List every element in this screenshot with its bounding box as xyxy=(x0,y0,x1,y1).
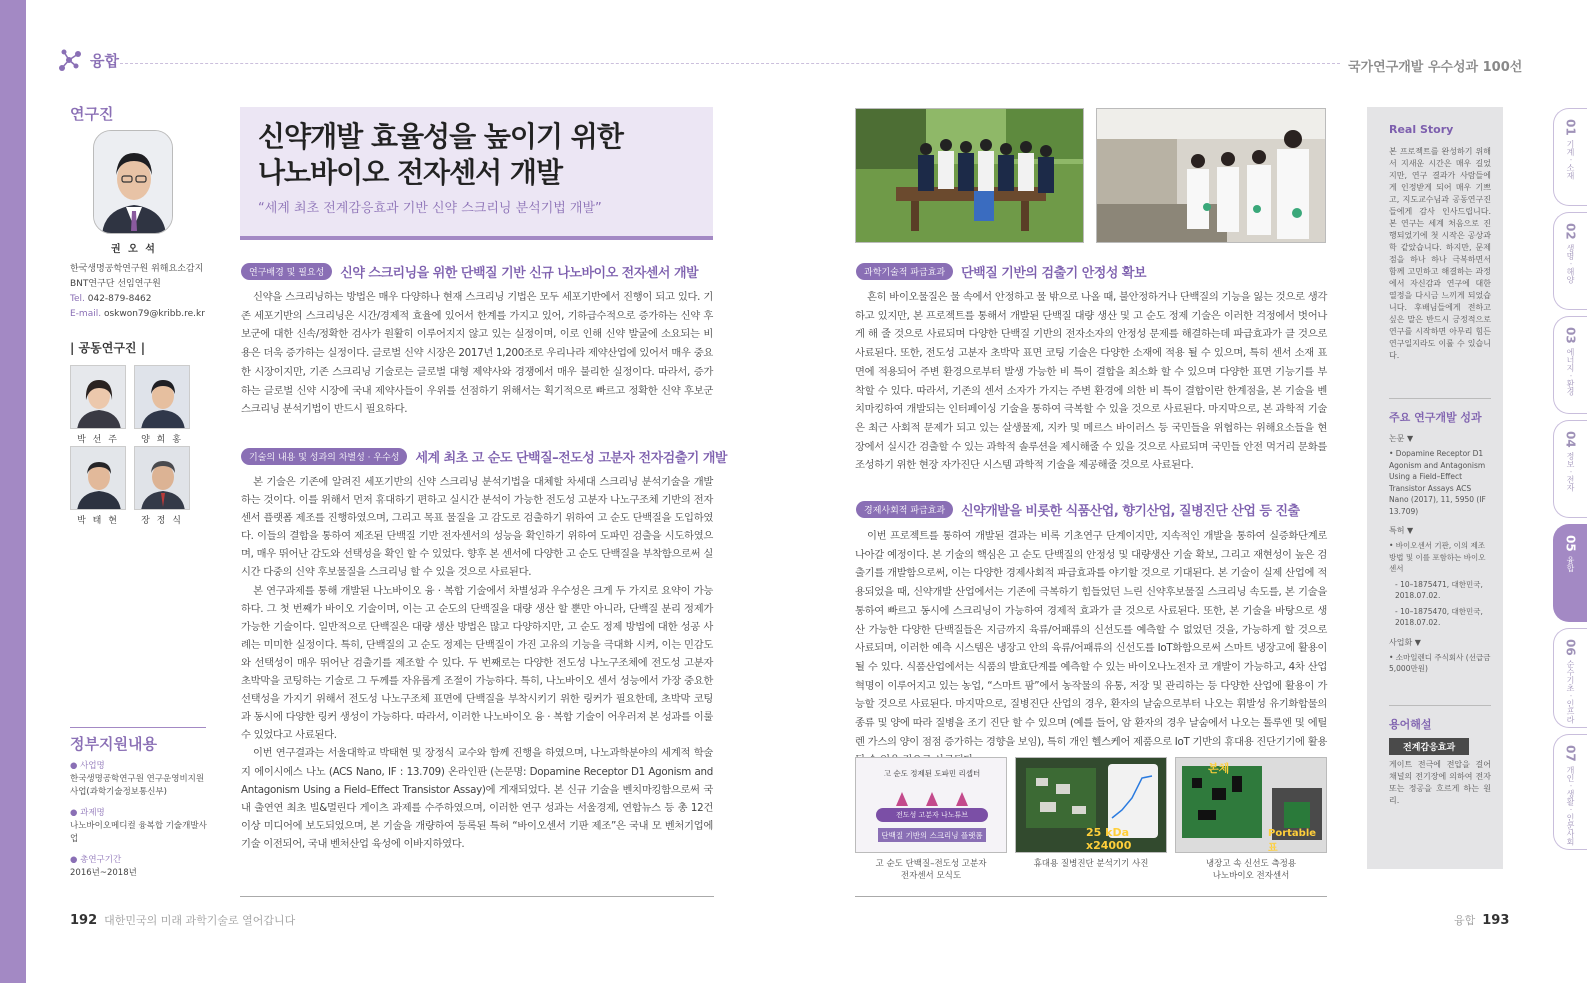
section-3-paragraph-1: 흔히 바이오물질은 물 속에서 안정하고 물 밖으로 나올 때, 불안정하거나 단백질의 기능을 잃는 것으로 생각하고 있지만, 본 프로젝트를 통해서 개발된 단백질 대량 생산 및 고 순도 정제 기술은 이러한 걱정에서 벗어나게 해 줄 것으로 사료되며 다양한 단백질 기반의 전자소자의 안정성 문제를 해결하는데 파급효과가 클 것으로 사료된다. 또한, 전도성 고분자 초박막 표면 코팅 기술은 다양한 소재에 적용 될 수 있으며, 특히 센서 소재 표면에 적용되어 주변 환경으로부터 발생 가능한 비 특이 결합을 최소화 할 수 있으며 다양한 표면 기능기를 부착할 수 있다. 따라서, 기존의 센서 소자가 가지는 주변 환경에 의한 비 특이 결합이란 한계점을, 본 기술을 벤치마킹하여 개발되는 인터페이싱 기술을 통하여 극복할 수 있을 것으로 사료된다. 마지막으로, 본 과학적 기술은 최근 사회적 문제가 되고 있는 살생물제, 지카 및 메르스 바이러스 등 국민들을 위협하는 위해요소들을 현장에서 실시간 검출할 수 있는 과학적 솔루션을 제시해줄 수 있을 것으로 사료되며 국민들 안전 먹거리 문화를 조성하기 위한 현장 자가진단 시스템 과학적 기술을 제공해줄 것으로 사료된다. xyxy=(855,291,1327,472)
sidebar-divider-1 xyxy=(1389,398,1491,399)
co-name-4: 장 정 식 xyxy=(141,516,183,526)
team-photo-outdoor xyxy=(855,108,1084,243)
lead-affiliation-1: 한국생명공학연구원 위해요소감지 xyxy=(70,264,204,274)
figure-3-caption: 냉장고 속 신선도 측정용 나노바이오 전자센서 xyxy=(1205,859,1297,881)
article-title-line-2: 나노바이오 전자센서 개발 xyxy=(258,156,563,189)
article-title-line-1: 신약개발 효율성을 높이기 위한 xyxy=(258,120,623,153)
section-4-badge: 경제사회적 파급효과 xyxy=(856,501,953,518)
biz-item: • 소마일렌디 주식회사 (선급금 5,000만원) xyxy=(1389,652,1491,673)
section-2-paragraph-1: 본 기술은 기존에 알려진 세포기반의 신약 스크리닝 분석기법을 대체할 차세대 스크리닝 분석기술을 개발하는 것이다. 이를 위해서 먼저 휴대하기 편하고 실시간 분석이 가능한 전도성 고분자 나노구조체 기반의 전자센서 플랫폼 제조를 진행하였으며, 그리고 목표 물질을 고 감도로 검출하기 위하여 고 순도 단백질을 도입하였다. 이들의 결합을 통하여 제조된 단백질 기반 전자센서의 성능을 확인하기 위하여 도파민 검출을 시도하였으며, 매우 뛰어난 감도와 선택성을 확인 할 수 있었다. 향후 본 센서에 다양한 고 순도 단백질을 부착함으로써 실시간 다중의 신약 후보물질을 스크리닝 할 수 있을 것으로 사료된다. xyxy=(241,476,713,579)
section-2-body xyxy=(241,473,713,853)
co-portrait-1 xyxy=(70,365,126,429)
figure-1-label-mid: 전도성 고분자 나노튜브 xyxy=(895,811,969,819)
section-3-badge: 과학기술적 파급효과 xyxy=(856,263,953,280)
section-1-badge: 연구배경 및 필요성 xyxy=(241,263,332,280)
page-number-right: 193 xyxy=(1482,913,1510,928)
tab-chapter-01[interactable]: 01 기계 · 소재 xyxy=(1553,108,1587,206)
team-photo-lab xyxy=(1096,108,1326,243)
figure-1-caption: 고 순도 단백질–전도성 고분자 전자센서 모식도 xyxy=(875,859,987,881)
lead-name: 권 오 석 xyxy=(111,244,157,255)
figure-2-caption: 휴대용 질병진단 분석기기 사진 xyxy=(1033,859,1149,869)
right-bottom-rule xyxy=(855,896,1327,897)
gov-item-program: ● 사업명 한국생명공학연구원 연구운영비지원사업(과학기술정보통신부) xyxy=(70,761,205,797)
section-2-paragraph-3: 이번 연구결과는 서울대학교 박태현 및 장정식 교수와 함께 진행을 하였으며, 나노과학분야의 세계적 학술지 에이시에스 나노 (ACS Nano, IF : 13.709) 온라인판 (논문명: Dopamine Receptor D1 Agonism and Antagonism Using a Field–Effect Transistor Assay)에 게재되었다. 본 신규 기술을 벤치마킹함으로써 국내 출연연 최초 빌&멀린다 게이츠 과제를 수주하였으며, 이러한 연구 성과는 서울경제, 연합뉴스 등 총 12건 이상 미디어에 보도되었으며, 본 기술을 개량하여 등록된 특허 “바이오센서 기판 제조”은 국내 모 벤처기업에 기술 이전되어, 국내 벤처산업 육성에 이바지하였다. xyxy=(241,747,713,850)
figure-portable-device xyxy=(1015,757,1167,853)
lead-email[interactable]: E-mail. oskwon79@kribb.re.kr xyxy=(70,309,205,319)
figure-sensor-schematic xyxy=(855,757,1007,853)
molecule-icon xyxy=(56,46,84,74)
co-researchers-title: | 공동연구진 | xyxy=(70,341,146,355)
section-2-heading: 세계 최초 고 순도 단백질–전도성 고분자 전자검출기 개발 xyxy=(415,451,727,466)
page-number-left: 192 xyxy=(70,913,98,928)
section-3-body xyxy=(855,288,1327,475)
gov-item-period: ● 총연구기간 2016년~2018년 xyxy=(70,855,137,878)
co-portrait-3 xyxy=(70,446,126,510)
footer-right-text: 융합 xyxy=(1454,914,1476,927)
section-3-head xyxy=(856,262,1146,281)
section-2-badge: 기술의 내용 및 성과의 차별성 · 우수성 xyxy=(241,448,407,465)
co-portrait-2 xyxy=(134,365,190,429)
figure-3-label-a: 본체 xyxy=(1208,762,1230,775)
tab-chapter-03[interactable]: 03 에너지 · 환경 xyxy=(1553,316,1587,414)
lead-affiliation-2: BNT연구단 선임연구원 xyxy=(70,279,161,289)
section-2-paragraph-2: 본 연구과제를 통해 개발된 나노바이오 융 · 복합 기술에서 차별성과 우수성은 크게 두 가지로 요약이 가능하다. 그 첫 번째가 바이오 기술이며, 이는 고 순도의 단백질을 대량 생산 할 뿐만 아니라, 단백질 분리 정제가 가능한 기술이다. 일반적으로 단백질은 대량 생산 방법은 많고 다양하지만, 고 순도 정제 방법에 대한 성공 사례는 미미한 실정이다. 특히, 단백질의 고 순도 정제는 단백질이 가진 고유의 기능을 극대화 시켜, 이는 민감도와 선택성이 매우 뛰어난 검출기를 제조할 수 있다. 두 번째로는 다양한 전도성 나노구조체에 전도성 고분자 초박막을 코팅하는 기술로 그 두께를 자유롭게 조절이 가능하다. 특히, 나노바이오 센서 성능에서 가장 중요한 선택성을 가지기 위해서 전도성 나노구조체 표면에 단백질을 부착시키기 위한 링커가 필요한데, 초박막 코팅과 동시에 다양한 링커 생성이 가능하다. 따라서, 이러한 나노바이오 융 · 복합 기술이 어우러져 본 성과를 이룰 수 있었다고 사료된다. xyxy=(241,584,713,742)
section-1-paragraph-1: 신약을 스크리닝하는 방법은 매우 다양하나 현재 스크리닝 기법은 모두 세포기반에서 진행이 되고 있다. 기존 세포기반의 스크리닝은 시간/경제적 효율에 있어서 한계를 가지고 있어, 기하급수적으로 증가하는 신약 후보군에 대한 신속/정확한 검사가 원활히 이루어지지 않고 있는 실정이며, 이로 인해 신약 발굴에 소요되는 비용은 더욱 증가하는 실정이다. 글로벌 신약 시장은 2017년 1,200조로 우리나라 제약산업에 있어서 매우 중요한 시장이지만, 기존 스크리닝 기술로는 글로벌 대형 제약사와 경쟁에서 매우 불리한 실정이다. 따라서, 증가하는 글로벌 신약 시장에 국내 제약사들이 우위를 선점하기 위해서는 획기적으로 빠르고 정확한 신약 후보군 스크리닝 분석기법이 반드시 필요하다. xyxy=(241,291,713,416)
tab-chapter-02[interactable]: 02 생명 · 해양 xyxy=(1553,212,1587,310)
category-label: 융합 xyxy=(90,51,119,70)
sidebar-panel xyxy=(1367,107,1503,869)
tab-chapter-06[interactable]: 06 순수기초 · 인프라 xyxy=(1553,628,1587,728)
section-1-head xyxy=(241,262,698,281)
footer-left-text: 대한민국의 미래 과학기술로 열어갑니다 xyxy=(104,914,296,927)
footer-left xyxy=(70,912,295,928)
researchers-title: 연구진 xyxy=(70,105,114,123)
glossary-title: 용어해설 xyxy=(1389,717,1432,731)
tab-chapter-04[interactable]: 04 정보 · 전자 xyxy=(1553,420,1587,518)
figure-1-label-top: 고 순도 정제된 도파민 리셉터 xyxy=(883,769,981,778)
gov-item-project: ● 과제명 나노바이오메디컬 융복합 기술개발사업 xyxy=(70,808,207,844)
achievements-title: 주요 연구개발 성과 xyxy=(1389,411,1482,424)
gov-rule xyxy=(70,727,206,728)
tab-chapter-05[interactable]: 05 융합 xyxy=(1553,524,1587,622)
patent-number-2: - 10–1875470, 대한민국, 2018.07.02. xyxy=(1395,606,1483,627)
section-4-body xyxy=(855,527,1327,770)
glossary-term: 전계감응효과 xyxy=(1389,738,1469,755)
figure-3-label-b: Portable 표 xyxy=(1268,828,1317,853)
section-2-head xyxy=(241,447,727,466)
figure-fridge-sensor xyxy=(1175,757,1327,853)
series-title: 국가연구개발 우수성과 100선 xyxy=(1348,60,1523,75)
real-story-text: 본 프로젝트를 완성하기 위해서 지새운 시간은 매우 길었지만, 연구 결과가 사람들에게 인정받게 되어 매우 기쁘고, 지도교수님과 공동연구진들에게 감사 인사드립니다. 본 연구는 세계 처음으로 진행되었기에 첫 시작은 공상과학 같았습니다. 하지만, 문제점을 하나 하나 극복하면서 함께 고민하고 해결하는 과정에서 자신감과 연구에 대한 열정을 다시금 느끼게 되었습니다. 후배님들에게 전하고 싶은 말은 반드시 긍정적으로 연구를 시작하면 아무리 힘든 연구일지라도 이룰 수 있습니다. xyxy=(1389,147,1491,360)
section-4-head xyxy=(856,500,1300,519)
article-title-box xyxy=(240,107,713,240)
lead-tel: Tel. 042-879-8462 xyxy=(70,294,152,304)
figure-2-label-a: 25 kDa xyxy=(1086,826,1130,839)
gov-title: 정부지원내용 xyxy=(70,735,157,753)
figure-2-label-b: x24000 xyxy=(1086,839,1132,852)
co-name-3: 박 태 현 xyxy=(77,516,119,526)
paper-label: 논문 ▼ xyxy=(1389,434,1414,443)
paper-item: • Dopamine Receptor D1 Agonism and Antagonism Using a Field–Effect Transistor Assays ACS Nano (2017), 11, 5950 (IF 13.709) xyxy=(1389,449,1486,516)
patent-number-1: - 10–1875471, 대한민국, 2018.07.02. xyxy=(1395,579,1483,600)
footer-right xyxy=(1454,912,1509,928)
article-subtitle: “세계 최초 전계감응효과 기반 신약 스크리닝 분석기법 개발” xyxy=(258,201,602,216)
co-portrait-4 xyxy=(134,446,190,510)
real-story-title: Real Story xyxy=(1389,123,1454,136)
figure-1-label-bot: 단백질 기반의 스크리닝 플랫폼 xyxy=(881,831,983,840)
section-1-body xyxy=(241,288,713,419)
tab-chapter-07[interactable]: 07 개인 · 생활 · 인문사회 xyxy=(1553,734,1587,850)
section-4-paragraph-1: 이번 프로젝트를 통하여 개발된 결과는 비록 기초연구 단계이지만, 지속적인 개발을 통하여 실증화단계로 나아갈 예정이다. 본 기술의 핵심은 고 순도 단백질의 안정성 및 대량생산 기술 확보, 그리고 재현성이 높은 검출기를 개발함으로써, 이는 다양한 경제사회적 파급효과를 야기할 것으로 기대된다. 본 기술이 실제 산업에 적용되었을 때, 신약개발 산업에서는 기존에 극복하기 힘들었던 느린 신약후보물질 스크리닝 속도를, 본 기술을 통하여 빠르고 동시에 스크리닝이 가능하여 경제적 효과가 클 것으로 사료된다. 또한, 본 기술을 바탕으로 생산 가능한 다양한 단백질들은 지금까지 육류/어패류의 신선도를 예측할 수 없었던 것을, 가능하게 할 것으로 사료되며, 이러한 예측 시스템은 냉장고 안의 육류/어패류의 신선도를 IoT화함으로써 스마트 냉장고에 활용이 될 수 있다. 식품산업에서는 식품의 발효단계를 예측할 수 있는 바이오나노전자 코 개발이 가능하고, 4차 산업혁명이 이루어지고 있는 농업, “스마트 팜”에서 농작물의 유통, 저장 및 관리하는 등 다양한 산업에 활용이 가능할 것으로 사료된다. 마지막으로, 질병진단 산업의 경우, 환자의 날숨으로부터 나오는 휘발성 유기화합물의 종류 및 양에 따라 질병을 조기 진단 할 수 있으며 (예를 들어, 암 환자의 경우 날숨에서 나오는 톨루엔 및 에틸렌 가스의 양이 점점 증가하는 경향을 보임), 특히 개인 헬스케어 제품으로 IoT 기반의 휴대용 진단기기에 활용 xyxy=(855,530,1327,748)
lead-info xyxy=(70,262,230,322)
left-bottom-rule xyxy=(240,896,714,897)
patent-label: 특허 ▼ xyxy=(1389,526,1414,535)
sidebar-divider-2 xyxy=(1389,705,1491,706)
lead-portrait xyxy=(93,130,173,234)
co-name-2: 양 희 홍 xyxy=(141,435,183,445)
header-rule xyxy=(120,63,1340,64)
glossary-text: 게이트 전극에 전압을 걸어 채널의 전기장에 의하여 전자 또는 정공을 흐르게 하는 원리. xyxy=(1389,759,1491,805)
gov-items xyxy=(70,760,210,880)
header-category xyxy=(56,46,119,74)
section-4-heading: 신약개발을 비롯한 식품산업, 향기산업, 질병진단 산업 등 진출 xyxy=(961,504,1300,519)
section-1-heading: 신약 스크리닝을 위한 단백질 기반 신규 나노바이오 전자센서 개발 xyxy=(340,266,699,281)
patent-item: • 바이오센서 기판, 이의 제조방법 및 이를 포함하는 바이오센서 xyxy=(1389,541,1486,573)
page-edge-bar xyxy=(0,0,26,983)
co-name-1: 박 선 주 xyxy=(77,435,119,445)
section-3-heading: 단백질 기반의 검출기 안정성 확보 xyxy=(961,266,1147,281)
biz-label: 사업화 ▼ xyxy=(1389,637,1421,647)
